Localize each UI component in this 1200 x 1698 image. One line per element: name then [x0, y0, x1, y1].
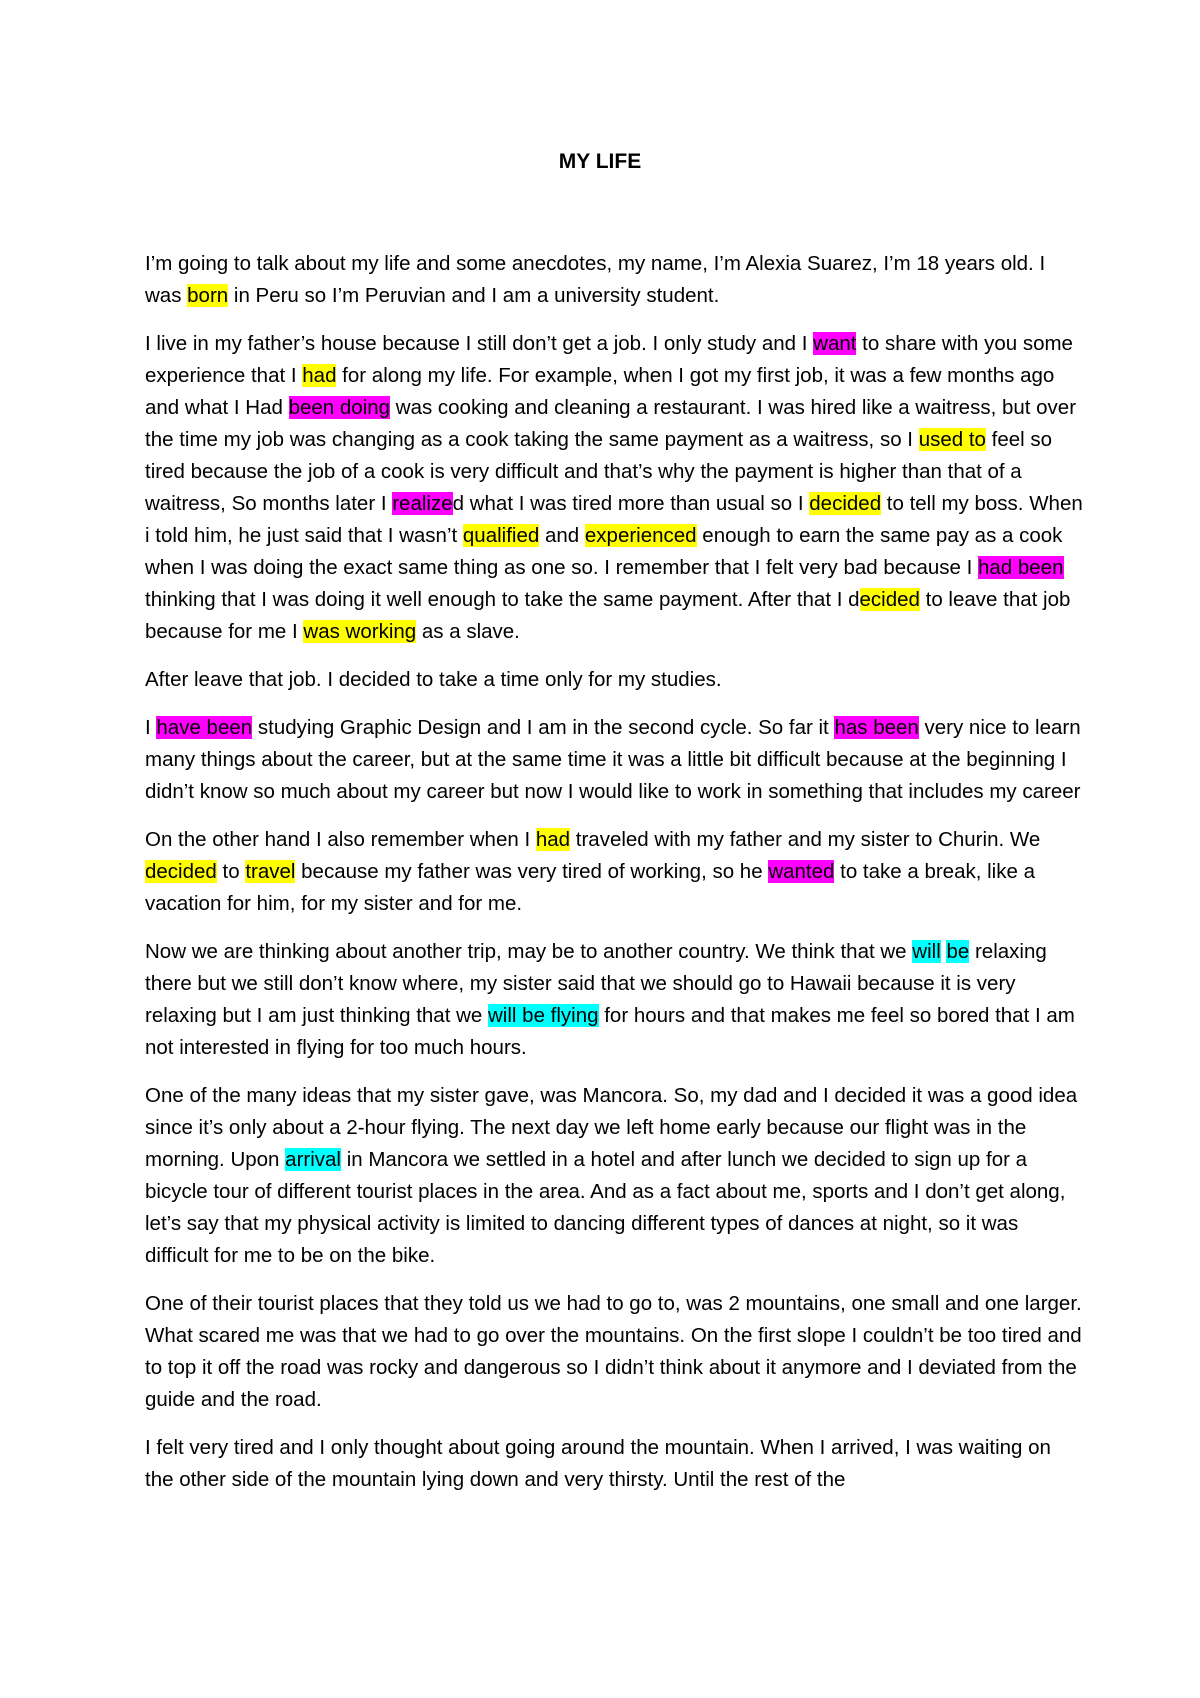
text-run: for hours and that makes me feel so bored that I am not interested in flying for too much hours. [145, 1004, 1075, 1059]
highlighted-text-magenta: wanted [768, 860, 835, 883]
highlighted-text-cyan: be [946, 940, 970, 963]
page-title: MY LIFE [558, 150, 642, 173]
highlighted-text-magenta: have been [156, 716, 253, 739]
text-run: After leave that job. I decided to take a time only for my studies. [145, 668, 722, 691]
highlighted-text-cyan: arrival [285, 1148, 341, 1171]
highlighted-text-magenta: want [813, 332, 857, 355]
text-run: to take a break, like a vacation for him, for my sister and for me. [145, 860, 1035, 915]
highlighted-text-yellow: born [187, 284, 229, 307]
paragraph [145, 824, 1085, 920]
paragraph [145, 248, 1085, 312]
highlighted-text-yellow: used to [918, 428, 986, 451]
highlighted-text-yellow: ecided [859, 588, 920, 611]
paragraph [145, 1288, 1085, 1416]
text-run: because my father was very tired of working, so he [295, 860, 769, 883]
text-run: thinking that I was doing it well enough to take the same payment. After that I d [145, 588, 860, 611]
text-run: Now we are thinking about another trip, may be to another country. We think that we [145, 940, 913, 963]
paragraph [145, 936, 1085, 1064]
text-run: On the other hand I also remember when I [145, 828, 536, 851]
text-run: One of the many ideas that my sister gave, was Mancora. So, my dad and I decided it was a good idea since it’s only about a 2-hour flying. The next day we left home early because our flight was in the morning. Upon [145, 1084, 1078, 1171]
highlighted-text-yellow: had [302, 364, 337, 387]
text-run: One of their tourist places that they told us we had to go to, was 2 mountains, one small and one larger. What scared me was that we had to go over the mountains. On the first slope I couldn’t be too tired and to top it off the road was rocky and dangerous so I didn’t think about it anymore and I deviated from the guide and the road. [145, 1292, 1082, 1411]
text-run: enough to earn the same pay as a cook when I was doing the exact same thing as one so. I remember that I felt very bad because I [145, 524, 1063, 579]
text-run: to leave that job because for me I [145, 588, 1071, 643]
highlighted-text-cyan: will [912, 940, 941, 963]
highlighted-text-yellow: qualified [462, 524, 540, 547]
highlighted-text-cyan: will be flying [488, 1004, 599, 1027]
text-run: I [145, 716, 157, 739]
text-run: studying Graphic Design and I am in the second cycle. So far it [252, 716, 835, 739]
text-run: I live in my father’s house because I still don’t get a job. I only study and I [145, 332, 814, 355]
text-run: was cooking and cleaning a restaurant. I was hired like a waitress, but over the time my job was changing as a cook taking the same payment as a waitress, so I [145, 396, 1077, 451]
text-run: relaxing there but we still don’t know where, my sister said that we should go to Hawaii because it is very relaxing but I am just thinking that we [145, 940, 1047, 1027]
paragraph [145, 1080, 1085, 1272]
text-run: I’m going to talk about my life and some anecdotes, my name, I’m Alexia Suarez, I’m 18 years old. I was [145, 252, 1046, 307]
highlighted-text-magenta: had been [977, 556, 1064, 579]
text-run: I felt very tired and I only thought about going around the mountain. When I arrived, I was waiting on the other side of the mountain lying down and very thirsty. Until the rest of the [145, 1436, 1051, 1491]
highlighted-text-magenta: been doing [288, 396, 391, 419]
highlighted-text-magenta: has been [834, 716, 919, 739]
text-run: in Mancora we settled in a hotel and after lunch we decided to sign up for a bicycle tour of different tourist places in the area. And as a fact about me, sports and I don’t get along, let’s say that my physical activity is limited to dancing different types of dances at night, so it was difficult for me to be on the bike. [145, 1148, 1066, 1267]
paragraph [145, 1432, 1085, 1496]
highlighted-text-yellow: decided [145, 860, 217, 883]
highlighted-text-yellow: travel [245, 860, 296, 883]
text-run: to share with you some experience that I [145, 332, 1073, 387]
text-run: in Peru so I’m Peruvian and I am a university student. [228, 284, 720, 307]
paragraph [145, 328, 1085, 648]
paragraph [145, 664, 1085, 696]
paragraph [145, 712, 1085, 808]
highlighted-text-yellow: decided [809, 492, 882, 515]
highlighted-text-yellow: experienced [584, 524, 697, 547]
text-run: to [216, 860, 246, 883]
document-body [145, 248, 1085, 1512]
text-run: to tell my boss. When i told him, he just said that I wasn’t [145, 492, 1083, 547]
text-run: traveled with my father and my sister to Churin. We [570, 828, 1041, 851]
text-run: as a slave. [416, 620, 520, 643]
text-run: d what I was tired more than usual so I [452, 492, 810, 515]
text-run: and [539, 524, 585, 547]
text-run: for along my life. For example, when I got my first job, it was a few months ago and what I Had [145, 364, 1055, 419]
text-run: feel so tired because the job of a cook is very difficult and that’s why the payment is higher than that of a waitress, So months later I [145, 428, 1053, 515]
highlighted-text-magenta: realize [392, 492, 453, 515]
highlighted-text-yellow: had [535, 828, 571, 851]
text-run: very nice to learn many things about the career, but at the same time it was a little bit difficult because at the beginning I didn’t know so much about my career but now I would like to work in something that includes my career [145, 716, 1081, 803]
highlighted-text-yellow: was working [303, 620, 417, 643]
